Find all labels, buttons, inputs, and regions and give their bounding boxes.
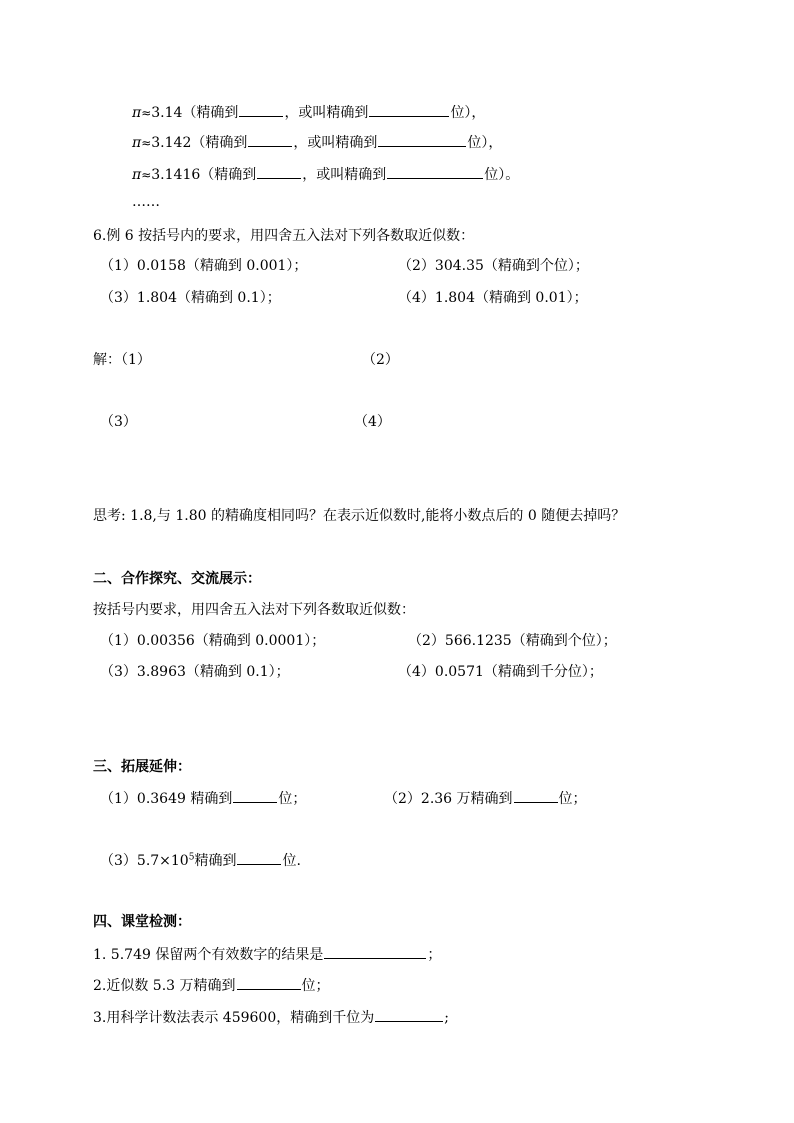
section4-question-2 (93, 974, 330, 996)
section3-item-3 (100, 849, 301, 871)
pi-text2: ，或叫精确到 (293, 135, 378, 151)
pi-row-1 (132, 101, 485, 123)
pi-text3: 位）， (450, 105, 486, 121)
item-text: （1）0.3649 精确到 (100, 791, 233, 807)
pi-text2: ，或叫精确到 (284, 105, 369, 121)
section2-item-1: （1）0.00356（精确到 0.0001）； (100, 633, 326, 649)
ellipsis: …… (132, 194, 160, 210)
item-text: 位. (282, 853, 301, 869)
answer-blank[interactable] (375, 1006, 443, 1022)
pi-text1: （精确到 (182, 105, 239, 121)
solution-label: 解：（1） (93, 352, 151, 368)
example6-item-3: （3）1.804（精确到 0.1）； (100, 290, 281, 306)
question-text: ； (427, 947, 442, 963)
item-text: 位； (278, 791, 307, 807)
section2-intro: 按括号内要求，用四舍五入法对下列各数取近似数： (93, 602, 415, 618)
pi-value: 3.1416 (151, 167, 201, 183)
answer-blank[interactable] (257, 163, 301, 179)
answer-blank[interactable] (239, 101, 283, 117)
pi-text3: 位）。 (484, 167, 520, 183)
question-text: 位； (301, 978, 330, 994)
answer-blank[interactable] (248, 131, 292, 147)
approx-symbol: ≈ (141, 168, 152, 182)
pi-text1: （精确到 (191, 135, 248, 151)
answer-blank[interactable] (237, 974, 301, 990)
pi-text2: ，或叫精确到 (302, 167, 387, 183)
question-text: ; (444, 1010, 449, 1026)
question-text: 1. 5.749 保留两个有效数字的结果是 (93, 947, 324, 963)
exponent: 5 (188, 852, 195, 863)
item-text: 位； (558, 791, 587, 807)
section2-item-4: （4）0.0571（精确到千分位）； (398, 664, 603, 680)
solution-part-4: （4） (354, 414, 391, 430)
think-question: 思考: 1.8,与 1.80 的精确度相同吗？在表示近似数时,能将小数点后的 0 随便去掉吗？ (93, 508, 626, 524)
example6-item-1: （1）0.0158（精确到 0.001）； (100, 258, 308, 274)
answer-blank[interactable] (237, 849, 281, 865)
answer-blank[interactable] (387, 163, 483, 179)
pi-symbol: π (132, 167, 142, 183)
pi-value: 3.142 (151, 135, 192, 151)
solution-part-2: （2） (362, 352, 399, 368)
section2-item-2: （2）566.1235（精确到个位）； (408, 633, 617, 649)
question-text: 3.用科学计数法表示 459600，精确到千位为 (93, 1010, 375, 1026)
section3-heading: 三、拓展延伸： (93, 759, 191, 775)
answer-blank[interactable] (369, 101, 449, 117)
pi-row-3 (132, 163, 519, 185)
example6-item-2: （2）304.35（精确到个位）； (398, 258, 589, 274)
answer-blank[interactable] (233, 787, 277, 803)
approx-symbol: ≈ (141, 136, 152, 150)
approx-symbol: ≈ (141, 106, 152, 120)
pi-symbol: π (132, 105, 142, 121)
pi-symbol: π (132, 135, 142, 151)
answer-blank[interactable] (324, 943, 426, 959)
pi-row-2 (132, 131, 502, 153)
item-text: （2）2.36 万精确到 (384, 791, 513, 807)
solution-part-3: （3） (100, 414, 137, 430)
item-text: 精确到 (194, 853, 237, 869)
item-text: （3）5.7×10 (100, 853, 189, 869)
answer-blank[interactable] (378, 131, 466, 147)
pi-text1: （精确到 (200, 167, 257, 183)
section2-item-3: （3）3.8963（精确到 0.1）； (100, 664, 290, 680)
section4-question-3 (93, 1006, 449, 1028)
section2-heading: 二、合作探究、交流展示： (93, 571, 261, 587)
section3-item-1 (100, 787, 306, 809)
pi-value: 3.14 (151, 105, 183, 121)
section4-question-1 (93, 943, 441, 965)
section4-heading: 四、课堂检测： (93, 914, 191, 930)
pi-text3: 位）， (467, 135, 503, 151)
question-text: 2.近似数 5.3 万精确到 (93, 978, 236, 994)
answer-blank[interactable] (514, 787, 558, 803)
section3-item-2 (384, 787, 587, 809)
example6-item-4: （4）1.804（精确到 0.01）； (398, 290, 588, 306)
example6-title: 6.例 6 按括号内的要求，用四舍五入法对下列各数取近似数： (93, 228, 475, 244)
